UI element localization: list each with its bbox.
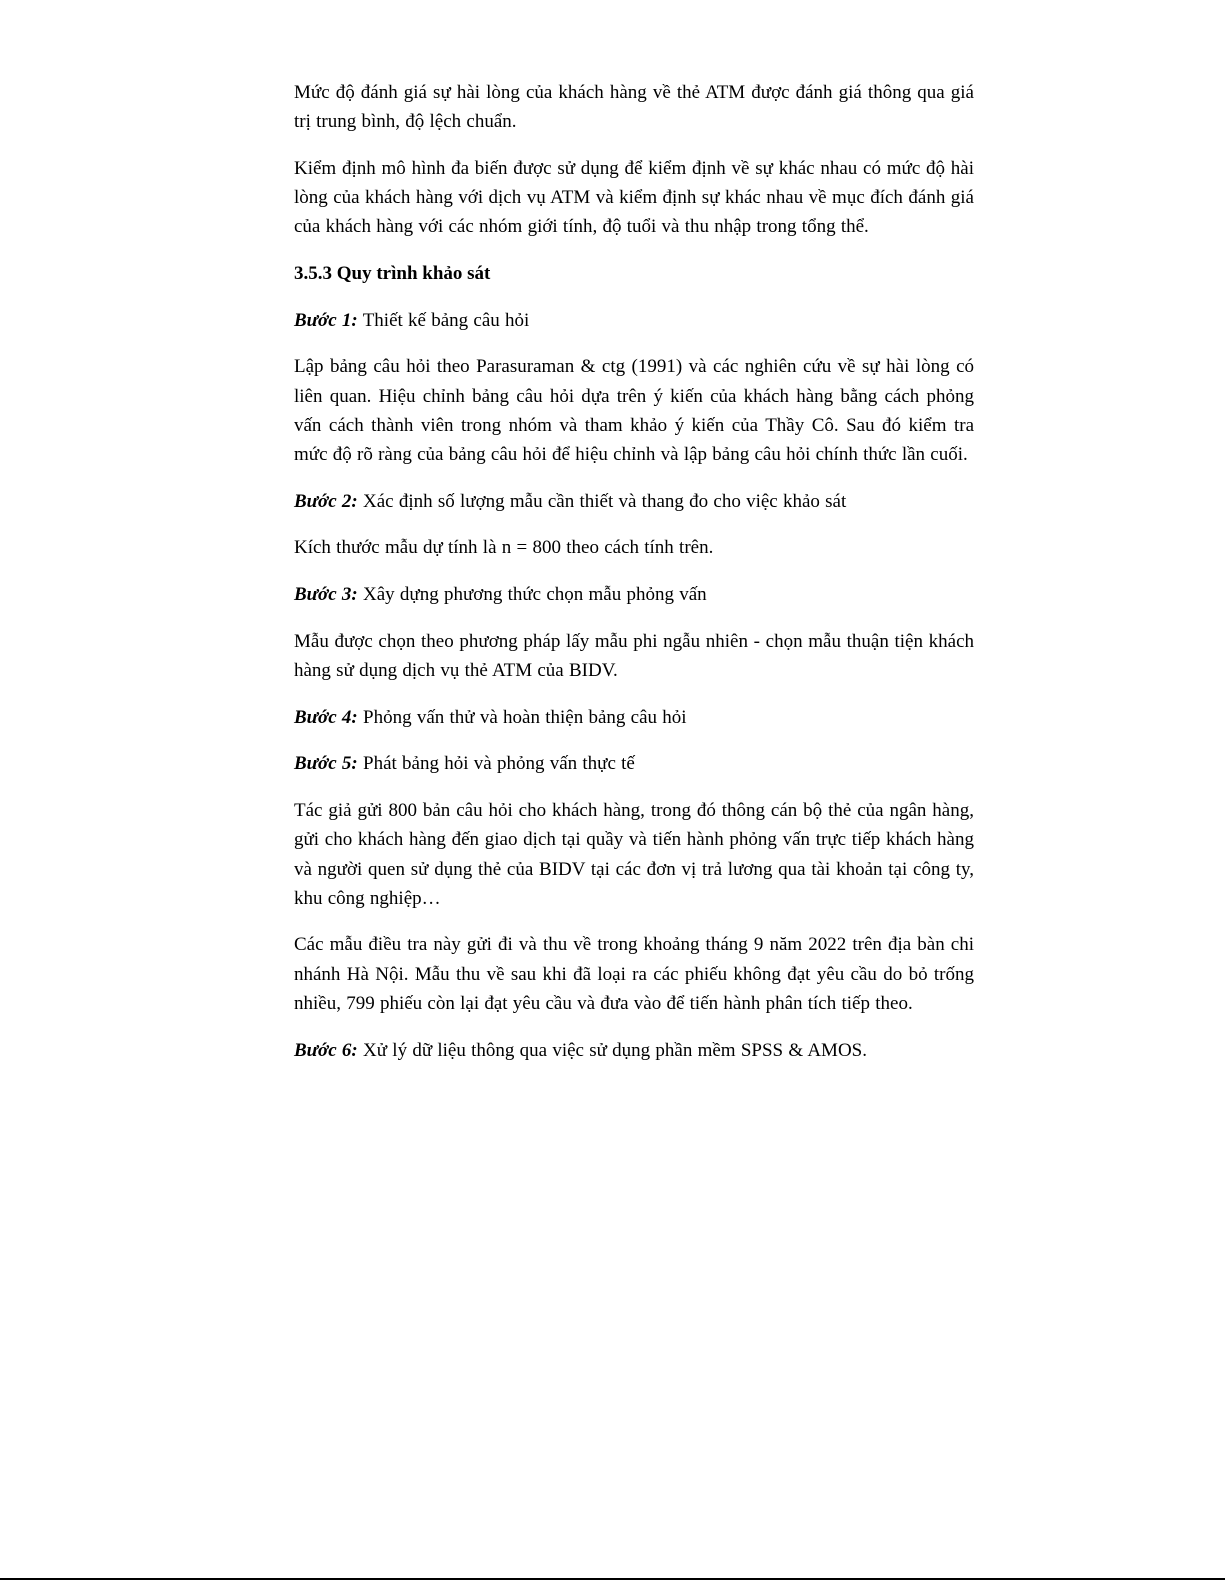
step-4-text: Phỏng vấn thử và hoàn thiện bảng câu hỏi — [363, 706, 687, 728]
step-3-text: Xây dựng phương thức chọn mẫu phỏng vấn — [363, 584, 707, 606]
step-5-detail-distribution: Tác giả gửi 800 bản câu hỏi cho khách hàng, trong đó thông cán bộ thẻ của ngân hàng, gửi cho khách hàng đến giao dịch tại quầy và tiến hành phỏng vấn trực tiếp khách hàng và người quen sử dụng thẻ của BIDV tại các đơn vị trả lương qua tài khoản tại công ty, khu công nghiệp… — [294, 800, 974, 909]
step-3-line — [294, 580, 974, 609]
step-5-text: Phát bảng hỏi và phỏng vấn thực tế — [363, 753, 635, 775]
step-5-detail-collection: Các mẫu điều tra này gửi đi và thu về trong khoảng tháng 9 năm 2022 trên địa bàn chi nhánh Hà Nội. Mẫu thu về sau khi đã loại ra các phiếu không đạt yêu cầu do bỏ trống nhiều, 799 phiếu còn lại đạt yêu cầu và đưa vào để tiến hành phân tích tiếp theo. — [294, 934, 974, 1014]
page-bottom-divider — [0, 1578, 1225, 1580]
step-1-label: Bước 1: — [294, 309, 358, 331]
step-5-label: Bước 5: — [294, 753, 358, 775]
step-5-line — [294, 749, 974, 778]
step-6-label: Bước 6: — [294, 1039, 358, 1061]
paragraph-satisfaction-measure: Mức độ đánh giá sự hài lòng của khách hàng về thẻ ATM được đánh giá thông qua giá trị trung bình, độ lệch chuẩn. — [294, 82, 974, 133]
step-1-detail: Lập bảng câu hỏi theo Parasuraman & ctg (1991) và các nghiên cứu về sự hài lòng có liên quan. Hiệu chỉnh bảng câu hỏi dựa trên ý kiến của khách hàng bằng cách phỏng vấn cách thành viên trong nhóm và tham khảo ý kiến của Thầy Cô. Sau đó kiểm tra mức độ rõ ràng của bảng câu hỏi để hiệu chỉnh và lập bảng câu hỏi chính thức lần cuối. — [294, 356, 974, 466]
step-2-label: Bước 2: — [294, 490, 358, 512]
step-3-detail: Mẫu được chọn theo phương pháp lấy mẫu phi ngẫu nhiên - chọn mẫu thuận tiện khách hàng sử dụng dịch vụ thẻ ATM của BIDV. — [294, 630, 974, 682]
step-6-line — [294, 1036, 974, 1065]
step-1-line — [294, 306, 974, 335]
paragraph-multivariate-test: Kiểm định mô hình đa biến được sử dụng để kiểm định về sự khác nhau có mức độ hài lòng của khách hàng với dịch vụ ATM và kiểm định sự khác nhau về mục đích đánh giá của khách hàng với các nhóm giới tính, độ tuổi và thu nhập trong tổng thể. — [294, 157, 974, 238]
step-3-label: Bước 3: — [294, 584, 358, 606]
step-2-text: Xác định số lượng mẫu cần thiết và thang đo cho việc khảo sát — [363, 490, 847, 512]
step-4-line — [294, 703, 974, 732]
document-page — [294, 78, 974, 1082]
step-6-text: Xử lý dữ liệu thông qua việc sử dụng phần mềm SPSS & AMOS. — [363, 1039, 867, 1061]
step-2-detail: Kích thước mẫu dự tính là n = 800 theo cách tính trên. — [294, 537, 714, 559]
step-2-line — [294, 487, 974, 516]
step-1-text: Thiết kế bảng câu hỏi — [362, 309, 530, 331]
step-4-label: Bước 4: — [294, 706, 358, 728]
section-heading: 3.5.3 Quy trình khảo sát — [294, 263, 491, 285]
